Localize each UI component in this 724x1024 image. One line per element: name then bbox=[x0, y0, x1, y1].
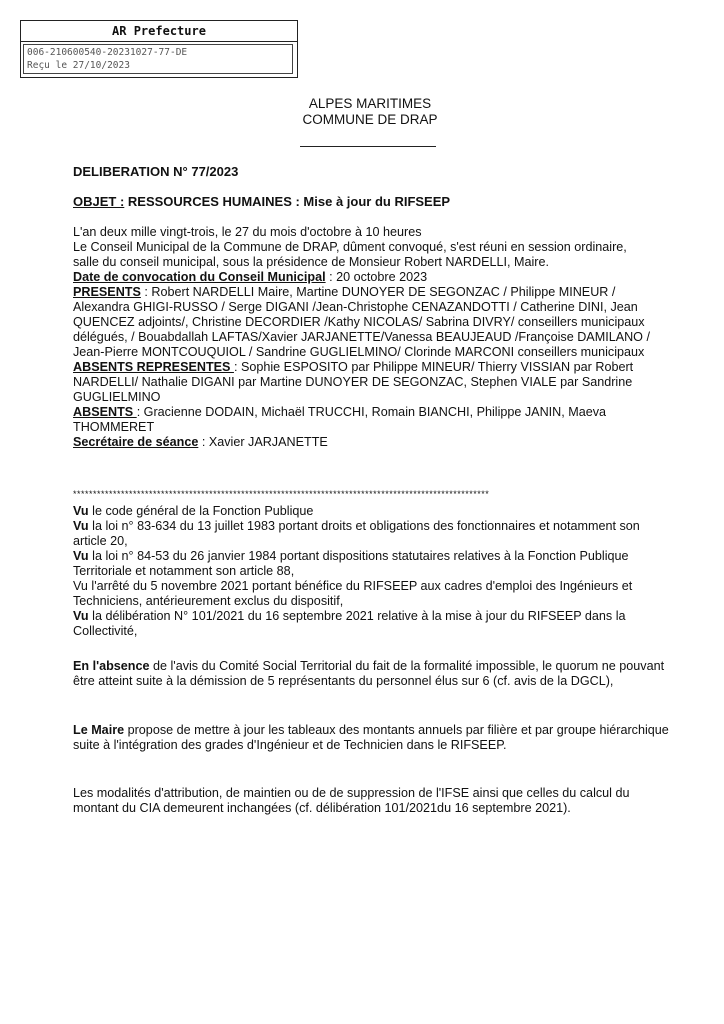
vu-text: le code général de la Fonction Publique bbox=[88, 504, 314, 518]
objet-line bbox=[73, 194, 450, 209]
vu-label: Vu bbox=[73, 504, 89, 518]
objet-text: RESSOURCES HUMAINES : Mise à jour du RIFSEEP bbox=[124, 194, 451, 209]
convocation-date: : 20 octobre 2023 bbox=[325, 270, 428, 284]
secretaire-text: : Xavier JARJANETTE bbox=[198, 435, 328, 449]
convocation-label: Date de convocation du Conseil Municipal bbox=[73, 270, 326, 284]
maire-label: Le Maire bbox=[73, 723, 125, 737]
deliberation-title: DELIBERATION N° 77/2023 bbox=[73, 164, 239, 179]
intro-line-1: L'an deux mille vingt-trois, le 27 du mois d'octobre à 10 heures bbox=[73, 225, 422, 239]
secretaire-line bbox=[73, 435, 673, 450]
absents-representes-text: : Sophie ESPOSITO par Philippe MINEUR/ Thierry VISSIAN par Robert NARDELLI/ Nathalie DIGANI par Martine DUNOYER DE SEGONZAC, Stephen VIALE par Sandrine GUGLIELMINO bbox=[73, 360, 634, 404]
vu-label: Vu bbox=[73, 549, 89, 563]
maire-paragraph-text bbox=[73, 723, 673, 753]
modalites-text: Les modalités d'attribution, de maintien ou de de suppression de l'IFSE ainsi que celles du calcul du montant du CIA demeurent inchangées (cf. délibération 101/2021du 16 septembre 2021). bbox=[73, 786, 630, 815]
vu-clause-1 bbox=[73, 504, 673, 519]
vu-text: la loi n° 83-634 du 13 juillet 1983 portant droits et obligations des fonctionnaires et notamment son article 20, bbox=[73, 519, 640, 548]
presents-label: PRESENTS bbox=[73, 285, 141, 299]
absents-paragraph bbox=[73, 405, 673, 435]
absence-paragraph-text bbox=[73, 659, 673, 689]
maire-text: propose de mettre à jour les tableaux des montants annuels par filière et par groupe hiérarchique suite à l'intégration des grades d'Ingénieur et de Technicien dans le RIFSEEP. bbox=[73, 723, 669, 752]
maire-paragraph bbox=[73, 723, 673, 753]
absents-text: : Gracienne DODAIN, Michaël TRUCCHI, Romain BIANCHI, Philippe JANIN, Maeva THOMMERET bbox=[73, 405, 607, 434]
absents-label: ABSENTS bbox=[73, 405, 137, 419]
convocation-line bbox=[73, 270, 673, 285]
vu-clause-4: Vu l'arrêté du 5 novembre 2021 portant bénéfice du RIFSEEP aux cadres d'emploi des Ingénieurs et Techniciens, antérieurement exclus du dispositif, bbox=[73, 579, 633, 608]
presents-text: : Robert NARDELLI Maire, Martine DUNOYER DE SEGONZAC / Philippe MINEUR / Alexandra GHIGI-RUSSO / Serge DIGANI /Jean-Christophe CENAZANDOTTI / Catherine DINI, Jean QUENCEZ adjoints/, Christine DECORDIER /Kathy NICOLAS/ Sabrina DIVRY/ conseillers municipaux délégués, / Bouabdallah LAFTAS/Xavier JARJANETTE/Vanessa BEAUJEAUD /Françoise DAMILANO / Jean-Pierre MONTCOUQUIOL / Sandrine GUGLIELMINO/ Clorinde MARCONI conseillers municipaux bbox=[73, 285, 650, 359]
vu-clauses bbox=[73, 504, 673, 639]
vu-label: Vu bbox=[73, 609, 89, 623]
presents-paragraph bbox=[73, 285, 673, 360]
absents-representes-label: ABSENTS REPRESENTES bbox=[73, 360, 234, 374]
secretaire-label: Secrétaire de séance bbox=[73, 435, 199, 449]
stamp-title: AR Prefecture bbox=[21, 21, 297, 42]
commune-name: COMMUNE DE DRAP bbox=[302, 112, 438, 127]
absence-label: En l'absence bbox=[73, 659, 150, 673]
absents-representes-paragraph bbox=[73, 360, 673, 405]
vu-label: Vu bbox=[73, 519, 89, 533]
objet-label: OBJET : bbox=[73, 194, 125, 209]
intro-line-3: salle du conseil municipal, sous la présidence de Monsieur Robert NARDELLI, Maire. bbox=[73, 255, 549, 269]
stamp-reference: 006-210600540-20231027-77-DE bbox=[27, 47, 188, 58]
vu-text: la délibération N° 101/2021 du 16 septembre 2021 relative à la mise à jour du RIFSEEP dans la Collectivité, bbox=[73, 609, 626, 638]
vu-clause-5 bbox=[73, 609, 673, 639]
vu-clause-3 bbox=[73, 549, 673, 579]
stamp-received-date: Reçu le 27/10/2023 bbox=[27, 60, 130, 71]
stamp-reference-box bbox=[23, 44, 293, 74]
vu-text: la loi n° 84-53 du 26 janvier 1984 portant dispositions statutaires relatives à la Fonction Publique Territoriale et notamment son article 88, bbox=[73, 549, 629, 578]
department-name: ALPES MARITIMES bbox=[308, 96, 432, 111]
intro-line-2: Le Conseil Municipal de la Commune de DRAP, dûment convoqué, s'est réuni en session ordinaire, bbox=[73, 240, 627, 254]
asterisk-separator: ******************************************************************************************************** bbox=[73, 489, 490, 499]
absence-paragraph bbox=[73, 659, 673, 689]
prefecture-stamp bbox=[20, 20, 298, 78]
header-divider bbox=[300, 146, 436, 147]
commune-header bbox=[270, 96, 470, 128]
modalites-paragraph bbox=[73, 786, 673, 816]
vu-clause-2 bbox=[73, 519, 673, 549]
absence-text: de l'avis du Comité Social Territorial du fait de la formalité impossible, le quorum ne pouvant être atteint suite à la démission de 5 représentants du personnel élus sur 6 (cf. avis de la DGCL), bbox=[73, 659, 665, 688]
session-details bbox=[73, 225, 673, 450]
